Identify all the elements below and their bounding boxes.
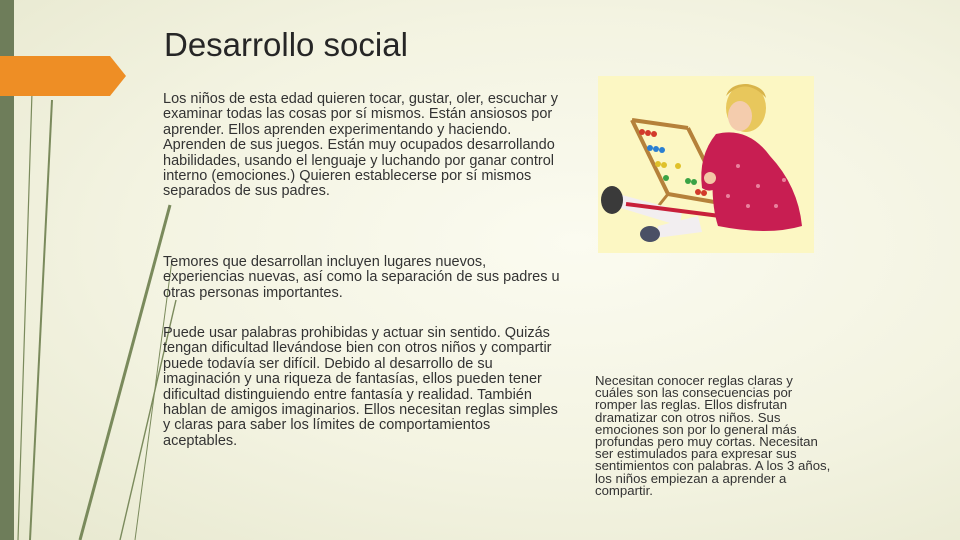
side-note: Necesitan conocer reglas claras y cuáles son las consecuencias por romper las reglas. Ellos disfrutan dramatizar con otros niños. Sus emociones son por lo general más profundas pero muy cortas. Necesitan ser estimulados para expresar sus sentimientos con palabras. A los 3 años, los niños empiezan a aprender a compartir. — [595, 373, 831, 498]
title-arrow-tab — [0, 52, 130, 112]
paragraph-fears: Temores que desarrollan incluyen lugares nuevos, experiencias nuevas, así como la separación de sus padres u otras personas importantes. — [163, 254, 560, 301]
slide-title: Desarrollo social — [164, 26, 408, 63]
paragraph-imagination: Puede usar palabras prohibidas y actuar sin sentido. Quizás tengan dificultad llevándose bien con otros niños y compartir puede todavía ser difícil. Debido al desarrollo de su imaginación y una riqueza de fantasías, ellos pueden tener dificultad distinguiendo entre fantasía y realidad. También hablan de amigos imaginarios. Ellos necesitan reglas simples y claras para saber los límites de comportamientos aceptables. — [163, 325, 558, 449]
paragraph-intro: Los niños de esta edad quieren tocar, gustar, oler, escuchar y examinar todas las cosas por sí mismos. Están ansiosos por aprender. Ellos aprenden experimentando y haciendo. Aprenden de sus juegos. Están muy ocupados desarrollando habilidades, usando el lenguaje y luchando por ganar control interno (emociones.) Quieren establecerse por sí mismos separados de sus padres. — [163, 91, 558, 200]
child-with-abacus-photo — [598, 76, 814, 253]
